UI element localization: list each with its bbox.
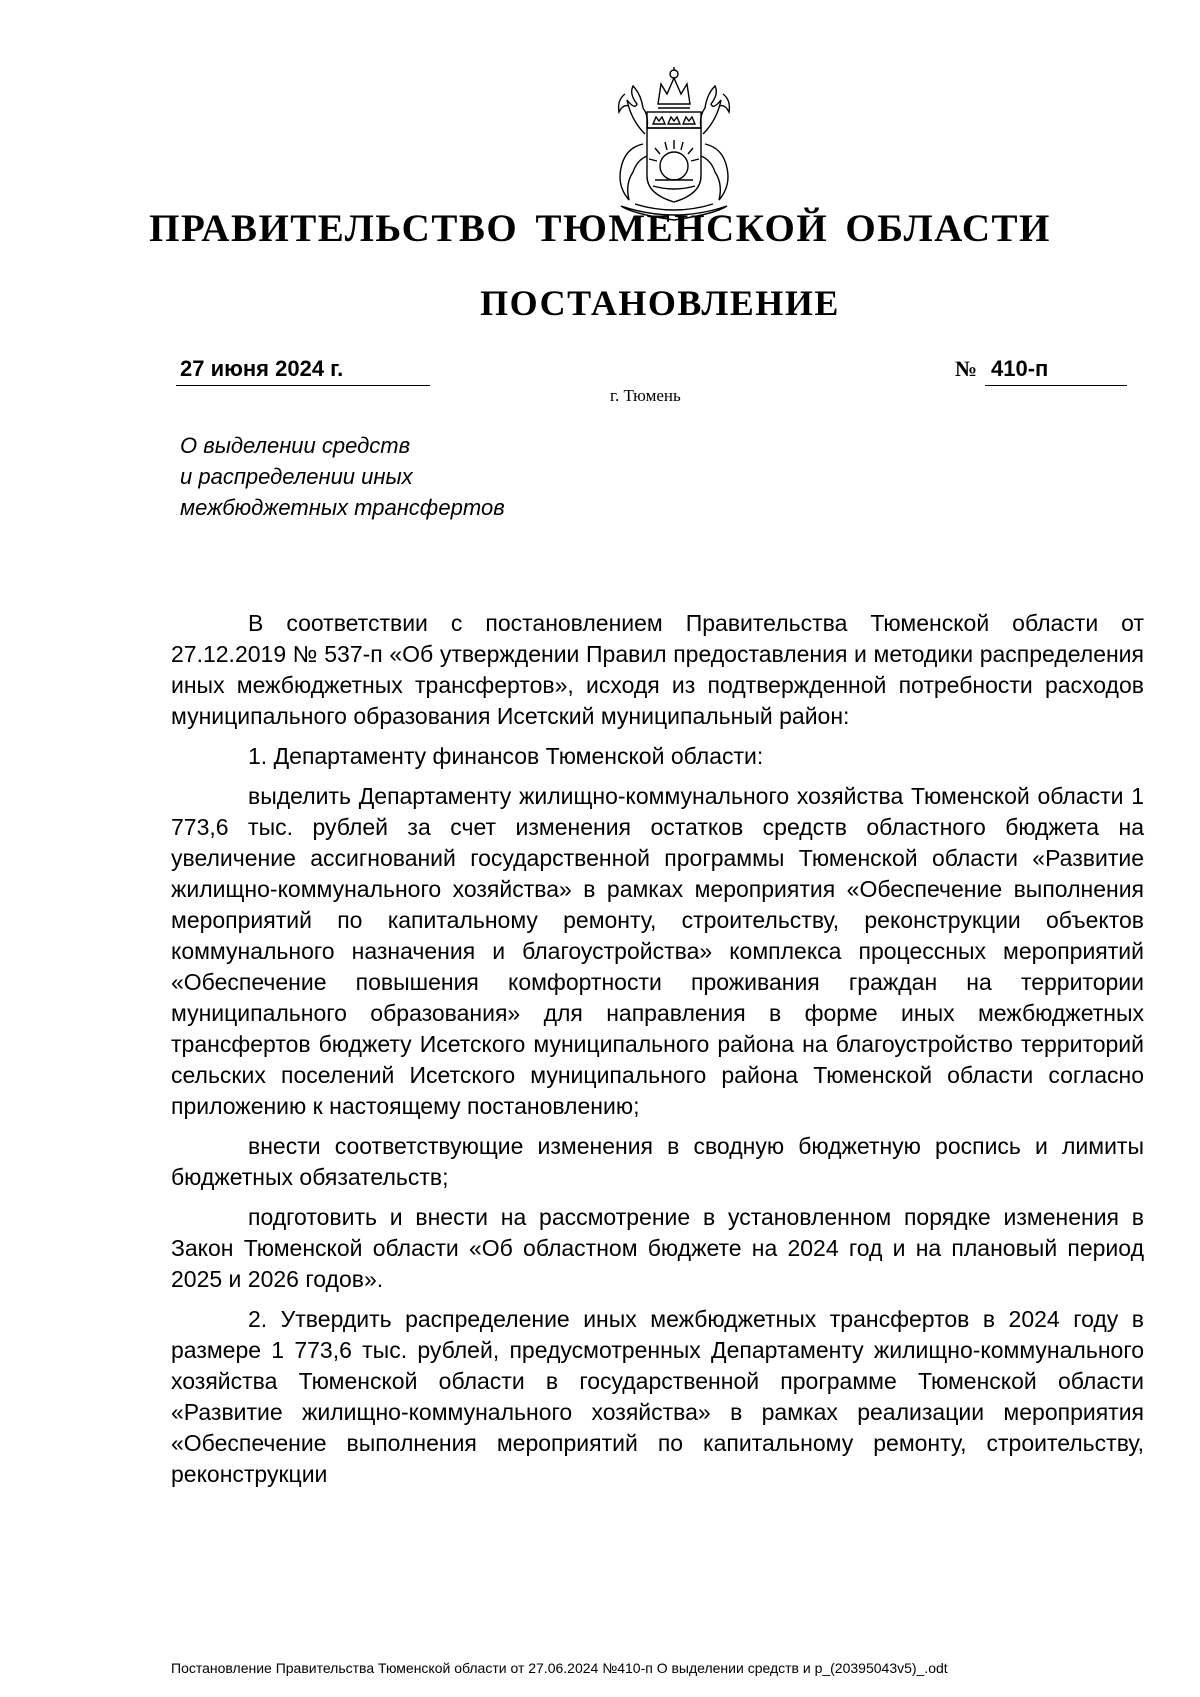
document-body: [171, 608, 1144, 1499]
body-paragraph: 2. Утвердить распределение иных межбюджетных трансфертов в 2024 году в размере 1 773,6 тыс. рублей, предусмотренных Департаменту жилищно-коммунального хозяйства Тюменской области в государственной программе Тюменской области «Развитие жилищно-коммунального хозяйства» в рамках реализации мероприятия «Обеспечение выполнения мероприятий по капитальному ремонту, строительству, реконструкции: [171, 1306, 1144, 1487]
coat-of-arms-icon: [595, 64, 753, 226]
subject-line: межбюджетных трансфертов: [180, 495, 505, 520]
body-paragraph: 1. Департаменту финансов Тюменской области:: [248, 743, 764, 769]
document-subject: [180, 430, 505, 523]
body-paragraph: выделить Департаменту жилищно-коммунального хозяйства Тюменской области 1 773,6 тыс. рублей за счет изменения остатков средств областного бюджета на увеличение ассигнований государственной программы Тюменской области «Развитие жилищно-коммунального хозяйства» в рамках мероприятия «Обеспечение выполнения мероприятий по капитальному ремонту, строительству, реконструкции объектов коммунального назначения и благоустройства» комплекса процессных мероприятий «Обеспечение повышения комфортности проживания граждан на территории муниципального образования» для направления в форме иных межбюджетных трансфертов бюджету Исетского муниципального района на благоустройство территорий сельских поселений Исетского муниципального района Тюменской области согласно приложению к настоящему постановлению;: [171, 783, 1144, 1119]
page-footer: Постановление Правительства Тюменской области от 27.06.2024 №410-п О выделении средств и р_(20395043v5)_.odt: [171, 1660, 948, 1676]
body-paragraph: В соответствии с постановлением Правительства Тюменской области от 27.12.2019 № 537-п «Об утверждении Правил предоставления и методики распределения иных межбюджетных трансфертов», исходя из подтвержденной потребности расходов муниципального образования Исетский муниципальный район:: [171, 610, 1144, 729]
subject-line: О выделении средств: [180, 433, 411, 458]
document-date: [176, 356, 430, 386]
number-sign: №: [955, 356, 978, 381]
document-number: [955, 356, 1137, 386]
document-date-value: 27 июня 2024 г.: [180, 356, 344, 381]
body-paragraph: подготовить и внести на рассмотрение в установленном порядке изменения в Закон Тюменской области «Об областном бюджете на 2024 год и на плановый период 2025 и 2026 годов».: [171, 1204, 1144, 1292]
document-type-title: ПОСТАНОВЛЕНИЕ: [480, 283, 840, 323]
subject-line: и распределении иных: [180, 464, 413, 489]
document-number-value: 410-п: [985, 356, 1127, 386]
organization-title: ПРАВИТЕЛЬСТВО ТЮМЕНСКОЙ ОБЛАСТИ: [149, 207, 1051, 250]
body-paragraph: внести соответствующие изменения в сводную бюджетную роспись и лимиты бюджетных обязательств;: [171, 1133, 1144, 1190]
document-city: г. Тюмень: [610, 386, 681, 405]
